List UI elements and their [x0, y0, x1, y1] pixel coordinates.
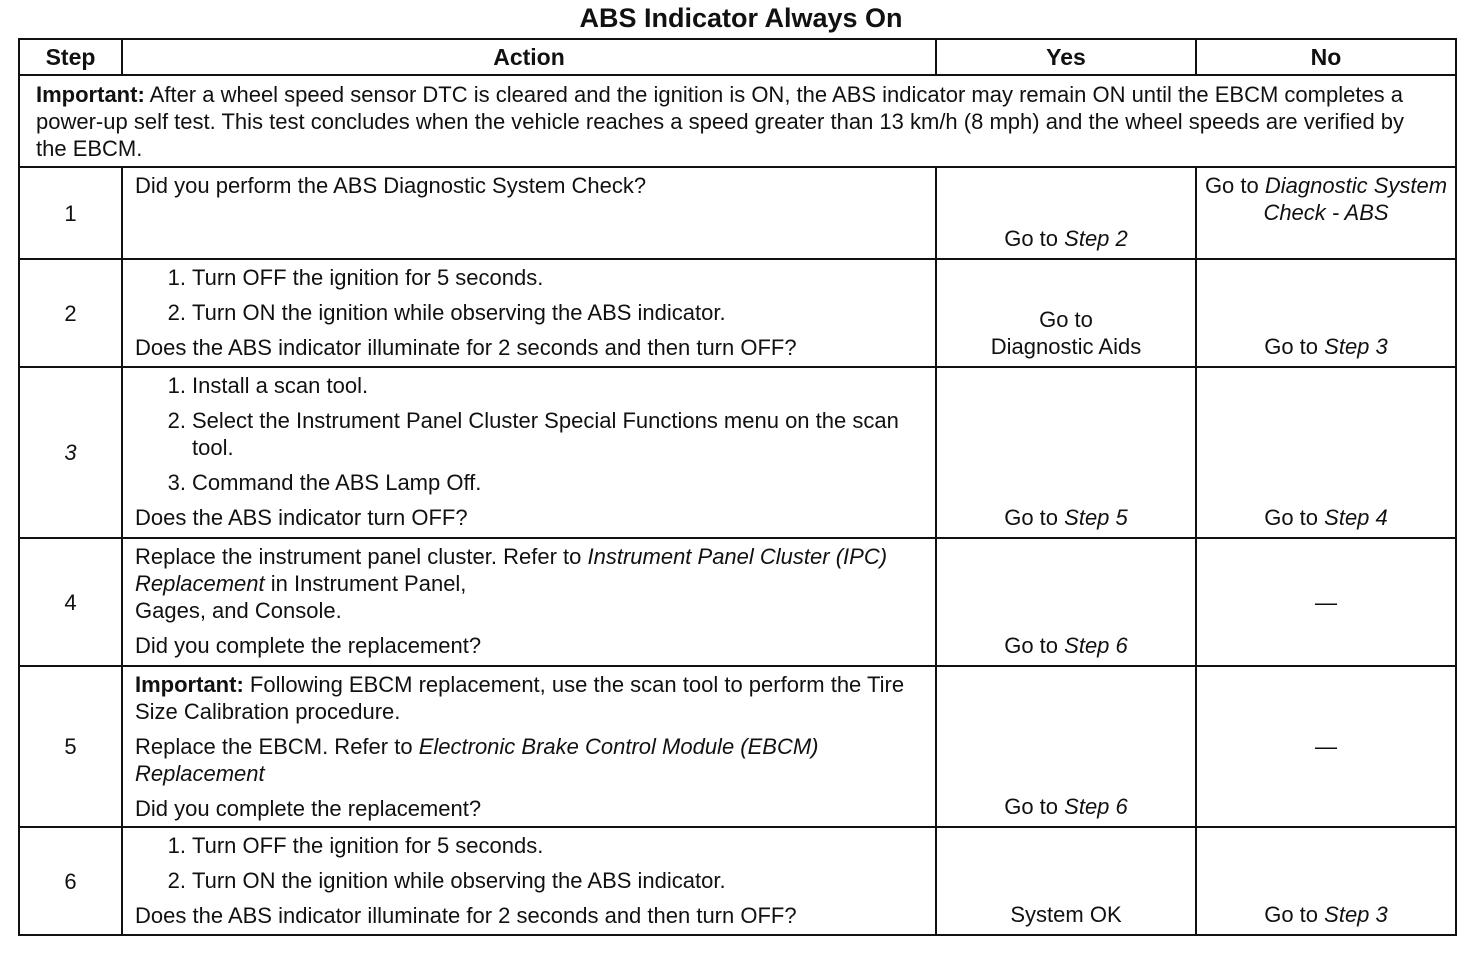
- yes-prefix: Go to: [1004, 794, 1059, 819]
- action-cell: [122, 167, 936, 259]
- step-number: 1: [19, 167, 122, 259]
- important-paragraph: [135, 671, 923, 725]
- list-item: [135, 299, 923, 326]
- step-number: 4: [19, 538, 122, 666]
- yes-step-link: Step 2: [1064, 226, 1128, 251]
- no-step-link: Step 3: [1324, 902, 1388, 927]
- step-question: Did you perform the ABS Diagnostic System Check?: [135, 173, 647, 198]
- action-text: in Instrument Panel,: [270, 571, 467, 596]
- action-cell: [122, 259, 936, 367]
- important-label: Important:: [36, 82, 145, 107]
- action-text: Replace the instrument panel cluster. Refer to: [135, 544, 582, 569]
- yes-cell: [936, 167, 1196, 259]
- no-cell: [1196, 259, 1456, 367]
- yes-cell: [936, 827, 1196, 935]
- no-cell: [1196, 827, 1456, 935]
- header-step: Step: [19, 39, 122, 75]
- action-cell: [122, 367, 936, 538]
- no-prefix: Go to: [1204, 173, 1259, 198]
- item-number: 2.: [167, 408, 186, 433]
- no-cell: [1196, 367, 1456, 538]
- item-text: Command the ABS Lamp Off.: [192, 470, 482, 495]
- diagnostic-table: [18, 38, 1457, 936]
- yes-cell: [936, 259, 1196, 367]
- header-no: No: [1196, 39, 1456, 75]
- action-list: [135, 264, 923, 326]
- step-question: Does the ABS indicator illuminate for 2 seconds and then turn OFF?: [135, 335, 797, 360]
- yes-cell: [936, 538, 1196, 666]
- item-text: Turn ON the ignition while observing the ABS indicator.: [192, 868, 726, 893]
- item-number: 2.: [167, 868, 186, 893]
- item-text: Install a scan tool.: [192, 373, 369, 398]
- list-item: [135, 407, 923, 461]
- yes-prefix: Go to: [1004, 633, 1059, 658]
- action-paragraph: [135, 543, 923, 624]
- step-number: 3: [19, 367, 122, 538]
- item-number: 2.: [167, 300, 186, 325]
- step-number: 5: [19, 666, 122, 827]
- item-text: Select the Instrument Panel Cluster Special Functions menu on the scan tool.: [192, 408, 899, 460]
- step-question: Did you complete the replacement?: [135, 796, 482, 821]
- item-text: Turn OFF the ignition for 5 seconds.: [192, 265, 544, 290]
- header-row: [19, 39, 1456, 75]
- item-number: 3.: [167, 470, 186, 495]
- item-number: 1.: [167, 833, 186, 858]
- list-item: [135, 372, 923, 399]
- no-cell: [1196, 538, 1456, 666]
- list-item: [135, 832, 923, 859]
- no-cell: [1196, 666, 1456, 827]
- no-prefix: Go to: [1264, 334, 1319, 359]
- important-label: Important:: [135, 672, 244, 697]
- action-text: Gages, and Console.: [135, 598, 342, 623]
- yes-cell: [936, 367, 1196, 538]
- reference-link: Instrument Panel Cluster (IPC) Replacement: [135, 544, 888, 596]
- table-row: [19, 538, 1456, 666]
- step-question: Does the ABS indicator turn OFF?: [135, 505, 468, 530]
- no-prefix: Go to: [1264, 505, 1319, 530]
- step-number: 6: [19, 827, 122, 935]
- important-note-row: [19, 75, 1456, 167]
- list-item: [135, 264, 923, 291]
- action-list: [135, 832, 923, 894]
- action-cell: [122, 827, 936, 935]
- action-cell: [122, 538, 936, 666]
- important-note: [19, 75, 1456, 167]
- table-row: [19, 259, 1456, 367]
- yes-line-1: Go to: [1039, 307, 1093, 332]
- important-text: Following EBCM replacement, use the scan tool to perform the Tire Size Calibration procedure.: [135, 672, 905, 724]
- yes-step-link: Step 6: [1064, 794, 1128, 819]
- item-text: Turn OFF the ignition for 5 seconds.: [192, 833, 544, 858]
- reference-link: Electronic Brake Control Module (EBCM) Replacement: [135, 734, 819, 786]
- step-question: Does the ABS indicator illuminate for 2 seconds and then turn OFF?: [135, 903, 797, 928]
- action-cell: [122, 666, 936, 827]
- table-row: [19, 666, 1456, 827]
- yes-line-2: Diagnostic Aids: [990, 334, 1142, 359]
- action-paragraph: [135, 733, 923, 787]
- no-cell: [1196, 167, 1456, 259]
- item-number: 1.: [167, 373, 186, 398]
- no-step-link: Diagnostic System Check - ABS: [1263, 173, 1448, 225]
- item-number: 1.: [167, 265, 186, 290]
- item-text: Turn ON the ignition while observing the ABS indicator.: [192, 300, 726, 325]
- step-question: Did you complete the replacement?: [135, 633, 482, 658]
- action-text: Replace the EBCM. Refer to: [135, 734, 413, 759]
- no-dash: —: [1315, 734, 1337, 759]
- yes-step-link: Step 5: [1064, 505, 1128, 530]
- table-row: [19, 167, 1456, 259]
- yes-step-link: Step 6: [1064, 633, 1128, 658]
- table-row: [19, 367, 1456, 538]
- header-yes: Yes: [936, 39, 1196, 75]
- page-title: ABS Indicator Always On: [579, 3, 903, 33]
- list-item: [135, 867, 923, 894]
- important-text: After a wheel speed sensor DTC is cleared and the ignition is ON, the ABS indicator may remain ON until the EBCM completes a power-up self test. This test concludes when the vehicle reaches a speed greater than 13 km/h (8 mph) and the wheel speeds are verified by the EBCM.: [36, 82, 1405, 161]
- no-prefix: Go to: [1264, 902, 1319, 927]
- list-item: [135, 469, 923, 496]
- no-step-link: Step 3: [1324, 334, 1388, 359]
- yes-text: System OK: [1010, 902, 1122, 927]
- yes-prefix: Go to: [1004, 226, 1059, 251]
- no-dash: —: [1315, 589, 1337, 615]
- header-action: Action: [122, 39, 936, 75]
- table-row: [19, 827, 1456, 935]
- step-number: 2: [19, 259, 122, 367]
- no-step-link: Step 4: [1324, 505, 1388, 530]
- yes-prefix: Go to: [1004, 505, 1059, 530]
- action-list: [135, 372, 923, 496]
- yes-cell: [936, 666, 1196, 827]
